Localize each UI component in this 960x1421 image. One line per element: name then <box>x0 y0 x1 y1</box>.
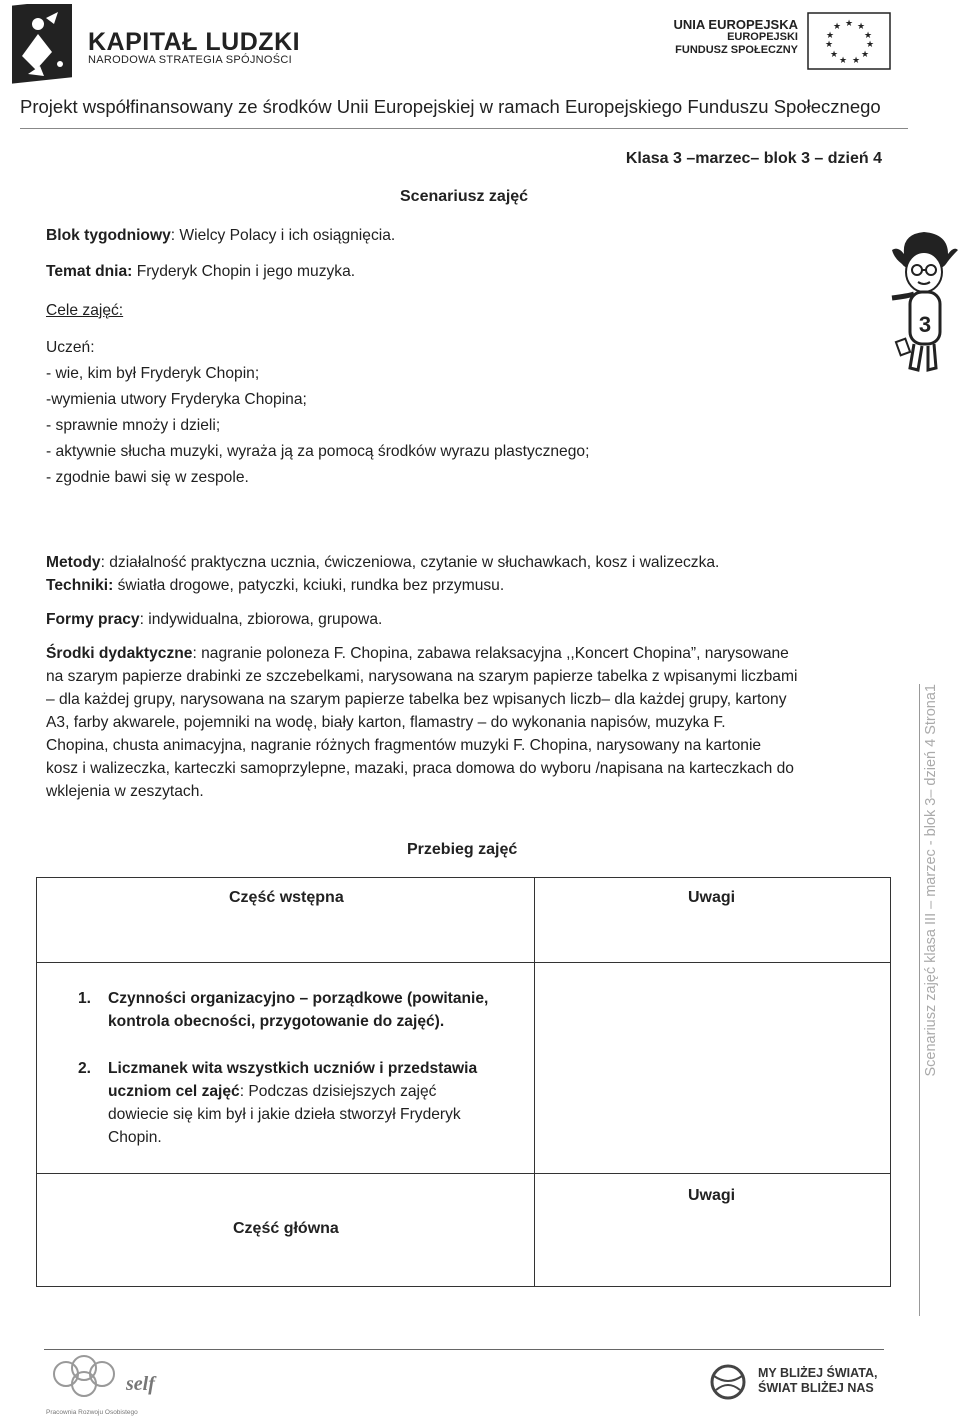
svg-text:★: ★ <box>863 31 873 41</box>
techniques-label: Techniki: <box>46 577 114 594</box>
step-line-bold: uczniom cel zajęć <box>108 1083 240 1100</box>
side-footer-text: Scenariusz zajęć klasa III – marzec - blok 3– dzień 4 Strona1 <box>923 684 939 1077</box>
table-row-divider <box>36 962 891 963</box>
teaching-aids-label: Środki dydaktyczne <box>46 645 193 662</box>
teaching-aids-line <box>46 642 906 665</box>
svg-text:★: ★ <box>860 50 870 60</box>
goal-item: - zgodnie bawi się w zespole. <box>46 469 249 486</box>
header-divider <box>20 128 908 129</box>
step-line: Czynności organizacyjno – porządkowe (powitanie, <box>108 990 489 1007</box>
eu-line-1: UNIA EUROPEJSKA <box>673 17 798 32</box>
day-topic-label: Temat dnia: <box>46 263 133 280</box>
svg-text:★: ★ <box>825 31 835 41</box>
svg-text:★: ★ <box>856 22 866 32</box>
goal-item: -wymienia utwory Fryderyka Chopina; <box>46 391 307 408</box>
teaching-aids-line: – dla każdej grupy, narysowana na szarym papierze tabelka bez wpisanych liczb– dla każdej grupy, kartony <box>46 691 787 708</box>
teaching-aids-line: na szarym papierze drabinki ze szczebelkami, narysowana na szarym papierze tabelka z wpisanymi liczbami <box>46 668 798 685</box>
self-logo-icon <box>44 1346 164 1418</box>
globe-logo-icon <box>708 1362 754 1402</box>
weekly-block <box>46 224 746 247</box>
goals-heading: Cele zajęć: <box>46 302 124 319</box>
lesson-course-heading: Przebieg zajęć <box>407 841 518 858</box>
mascot-number: 3 <box>918 312 932 337</box>
svg-text:★: ★ <box>829 50 839 60</box>
step-line <box>108 1080 518 1103</box>
kapital-ludzki-emblem-icon <box>8 4 88 90</box>
techniques <box>46 574 906 597</box>
eu-line-2: EUROPEJSKI <box>727 31 798 43</box>
teaching-aids-text: : nagranie poloneza F. Chopina, zabawa relaksacyjna ,,Koncert Chopina”, narysowane <box>192 645 789 662</box>
goal-item: - wie, kim był Fryderyk Chopin; <box>46 365 260 382</box>
work-forms <box>46 608 906 631</box>
table-column-divider <box>534 877 535 1287</box>
eu-flag-icon <box>807 12 891 70</box>
methods-value: : działalność praktyczna ucznia, ćwiczeniowa, czytanie w słuchawkach, kosz i walizeczka. <box>100 554 720 571</box>
eu-line-3: FUNDUSZ SPOŁECZNY <box>675 44 798 56</box>
step-number: 2. <box>78 1060 92 1077</box>
goals-list <box>46 362 746 492</box>
techniques-value: światła drogowe, patyczki, kciuki, rundka bez przymusu. <box>113 577 505 594</box>
methods-label: Metody <box>46 554 101 571</box>
teaching-aids-line: wklejenia w zeszytach. <box>46 783 204 800</box>
methods <box>46 551 906 574</box>
svg-text:★: ★ <box>832 22 842 32</box>
self-logo-subtitle: Pracownia Rozwoju Osobistego <box>46 1409 138 1416</box>
teaching-aids-line: A3, farby akwarele, pojemniki na wodę, biały karton, flamastry – do wykonania napisów, muzyka F. <box>46 714 726 731</box>
goal-item: - aktywnie słucha muzyki, wyraża ją za pomocą środków wyrazu plastycznego; <box>46 443 590 460</box>
step-line: Liczmanek wita wszystkich uczniów i przedstawia <box>108 1060 478 1077</box>
step-number: 1. <box>78 990 92 1007</box>
main-part-heading: Część główna <box>233 1220 339 1237</box>
work-forms-label: Formy pracy <box>46 611 140 628</box>
day-topic-value: Fryderyk Chopin i jego muzyka. <box>132 263 356 280</box>
kapital-ludzki-title: KAPITAŁ LUDZKI <box>88 28 301 56</box>
svg-text:★: ★ <box>865 40 875 50</box>
project-cofinancing-line: Projekt współfinansowany ze środków Unii Europejskiej w ramach Europejskiego Funduszu Społecznego <box>20 96 881 117</box>
footer-slogan-line: MY BLIŻEJ ŚWIATA, <box>758 1366 878 1380</box>
step-item <box>78 1057 518 1149</box>
class-schedule-label: Klasa 3 –marzec– blok 3 – dzień 4 <box>625 150 882 167</box>
footer-slogan <box>758 1366 877 1396</box>
footer-divider <box>44 1349 884 1350</box>
step-item <box>78 987 518 1033</box>
eu-fund-label <box>674 18 798 57</box>
svg-text:★: ★ <box>838 56 848 66</box>
teaching-aids-line: kosz i walizeczka, karteczki samoprzylepne, mazaki, praca domowa do wyboru /napisana na karteczkach do <box>46 760 794 777</box>
step-line: dowiecie się kim był i jakie dzieła stworzył Fryderyk <box>108 1106 461 1123</box>
kapital-ludzki-subtitle: NARODOWA STRATEGIA SPÓJNOŚCI <box>88 54 292 66</box>
weekly-block-label: Blok tygodniowy <box>46 227 171 244</box>
teaching-aids-line: Chopina, chusta animacyjna, nagranie różnych fragmentów muzyki F. Chopina, narysowany na kartonie <box>46 737 762 754</box>
table-row-divider <box>36 1173 891 1174</box>
footer-slogan-line: ŚWIAT BLIŻEJ NAS <box>758 1381 874 1395</box>
notes-heading-2: Uwagi <box>688 1187 736 1204</box>
step-text <box>108 987 518 1033</box>
svg-text:★: ★ <box>824 40 834 50</box>
svg-text:★: ★ <box>851 56 861 66</box>
goal-item: - sprawnie mnoży i dzieli; <box>46 417 221 434</box>
weekly-block-value: : Wielcy Polacy i ich osiągnięcia. <box>170 227 396 244</box>
work-forms-value: : indywidualna, zbiorowa, grupowa. <box>139 611 383 628</box>
step-line: Chopin. <box>108 1129 162 1146</box>
day-topic <box>46 260 746 283</box>
intro-part-heading: Część wstępna <box>229 889 344 906</box>
step-line-rest: : Podczas dzisiejszych zajęć <box>239 1083 437 1100</box>
student-label: Uczeń: <box>46 339 95 356</box>
svg-text:★: ★ <box>844 19 854 29</box>
teaching-aids <box>46 642 906 803</box>
side-footer <box>913 684 949 1316</box>
step-line: kontrola obecności, przygotowanie do zajęć). <box>108 1013 445 1030</box>
notes-heading: Uwagi <box>688 889 736 906</box>
document-title: Scenariusz zajęć <box>400 188 529 205</box>
step-text <box>108 1057 518 1149</box>
class-3-mascot-icon <box>888 228 960 378</box>
self-logo-text: self <box>126 1373 155 1395</box>
